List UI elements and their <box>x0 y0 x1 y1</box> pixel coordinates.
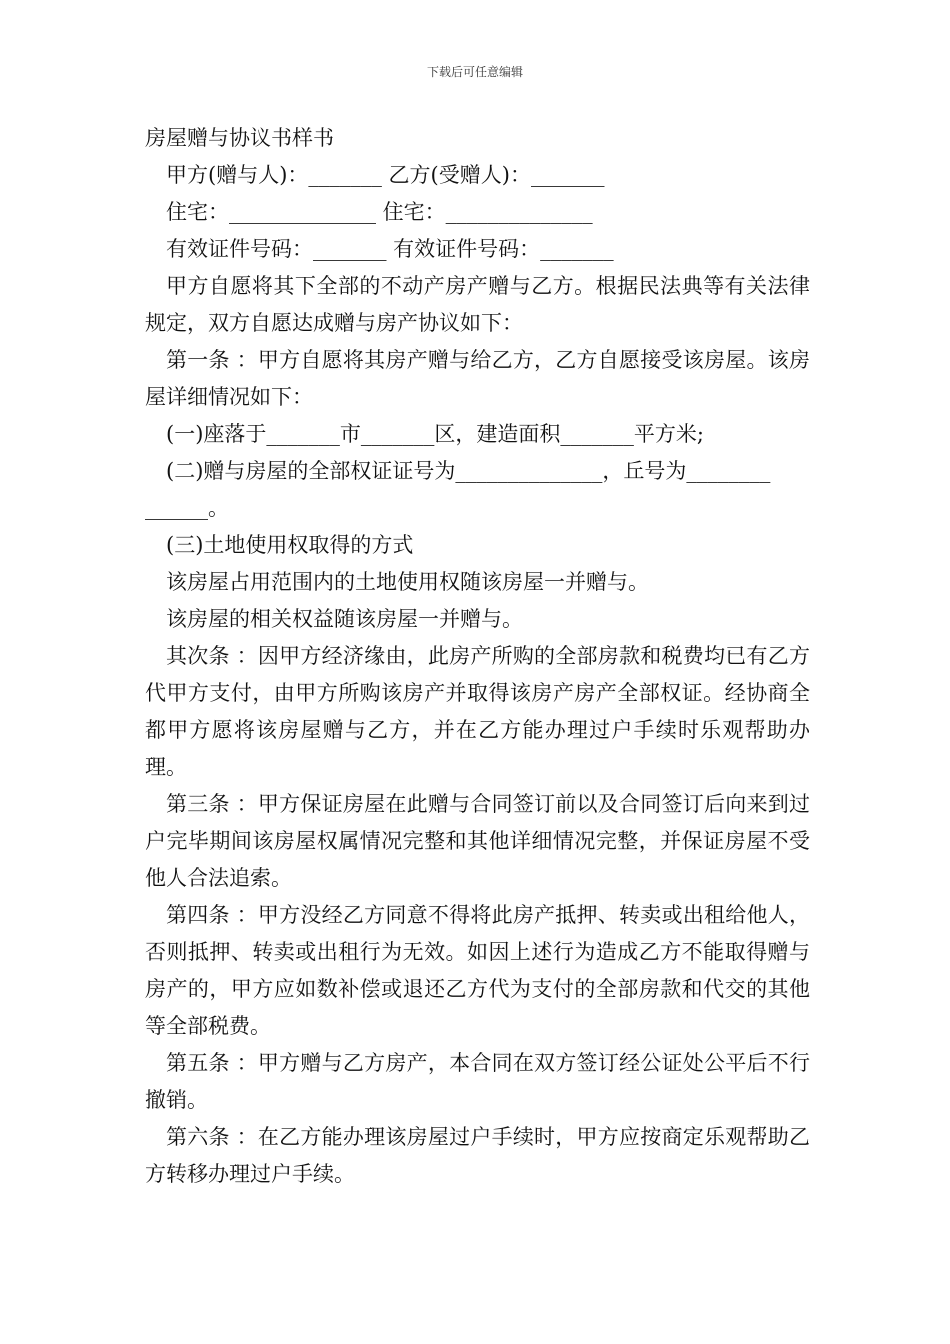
item-3-text-1: 该房屋占用范围内的土地使用权随该房屋一并赠与。 <box>166 570 649 594</box>
address-line: 住宅：______________ 住宅：______________ <box>166 200 593 224</box>
header-note: 下载后可任意编辑 <box>426 65 523 79</box>
article-2: 其次条 ：因甲方经济缘由，此房产所购的全部房款和税费均已有乙方代甲方支付，由甲方所购该房产并取得该房产房产全部权证。经协商全都甲方愿将该房屋赠与乙方，并在乙方能办理过户手续时乐观帮助办理。 <box>145 644 810 779</box>
party-line: 甲方(赠与人)：_______ 乙方(受赠人)：_______ <box>166 163 605 187</box>
item-3-land-use: (三)土地使用权取得的方式 <box>166 533 414 557</box>
article-5: 第五条 ：甲方赠与乙方房产，本合同在双方签订经公证处公平后不行撤销。 <box>145 1051 810 1112</box>
id-number-line: 有效证件号码：_______ 有效证件号码：_______ <box>166 237 614 261</box>
article-4: 第四条 ：甲方没经乙方同意不得将此房产抵押、转卖或出租给他人，否则抵押、转卖或出租行为无效。如因上述行为造成乙方不能取得赠与房产的，甲方应如数补偿或退还乙方代为支付的全部房款和代交的其他等全部税费。 <box>145 903 810 1038</box>
article-3: 第三条 ：甲方保证房屋在此赠与合同签订前以及合同签订后向来到过户完毕期间该房屋权属情况完整和其他详细情况完整，并保证房屋不受他人合法追索。 <box>145 792 810 890</box>
article-1: 第一条 ：甲方自愿将其房产赠与给乙方，乙方自愿接受该房屋。该房屋详细情况如下： <box>145 348 810 409</box>
document-body <box>145 120 810 1193</box>
page-header <box>0 64 950 80</box>
article-6: 第六条 ：在乙方能办理该房屋过户手续时，甲方应按商定乐观帮助乙方转移办理过户手续。 <box>145 1125 810 1186</box>
item-3-text-2: 该房屋的相关权益随该房屋一并赠与。 <box>166 607 523 631</box>
item-1-location: (一)座落于_______市_______区，建造面积_______平方米; <box>166 422 704 446</box>
intro-paragraph: 甲方自愿将其下全部的不动产房产赠与乙方。根据民法典等有关法律规定，双方自愿达成赠与房产协议如下： <box>145 274 810 335</box>
item-2-certificate: (二)赠与房屋的全部权证证号为______________，丘号为________ <box>166 459 771 483</box>
item-2-continuation: ______。 <box>145 496 229 520</box>
document-title: 房屋赠与协议书样书 <box>145 126 334 150</box>
